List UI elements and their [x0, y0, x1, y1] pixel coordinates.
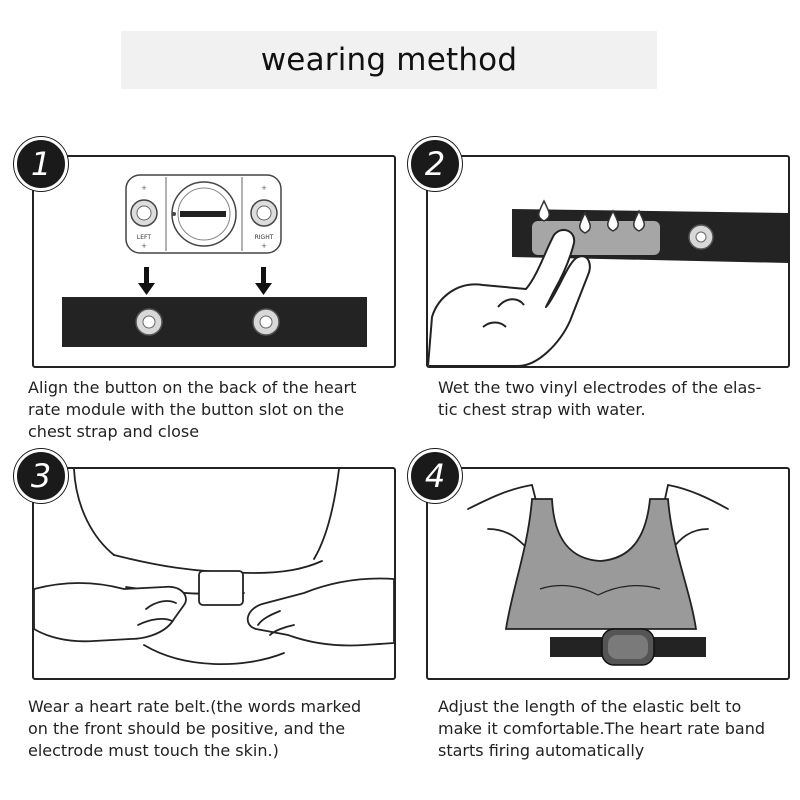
torso-hands-illustration	[34, 469, 394, 664]
step-1-illustration	[34, 157, 394, 366]
step-3-number: 3	[30, 457, 52, 495]
heart-rate-module	[126, 175, 281, 253]
step-4-badge	[408, 449, 462, 503]
page-title: wearing method	[260, 42, 518, 78]
svg-text:+: +	[261, 242, 267, 250]
step-3-illustration	[34, 469, 394, 678]
caption-line: on the front should be positive, and the	[28, 719, 346, 738]
caption-line: tic chest strap with water.	[438, 400, 646, 419]
step-2-panel	[426, 155, 790, 368]
step-3-badge	[14, 449, 68, 503]
title-banner	[121, 31, 657, 89]
module-left-label: LEFT	[136, 234, 152, 241]
step-2-caption	[438, 377, 761, 421]
svg-text:+: +	[141, 242, 147, 250]
svg-text:+: +	[261, 184, 267, 192]
svg-text:+: +	[141, 184, 147, 192]
step-4-number: 4	[424, 457, 446, 495]
step-3-panel	[32, 467, 396, 680]
down-arrow-icon	[255, 267, 272, 295]
caption-line: Wet the two vinyl electrodes of the elas-	[438, 378, 762, 397]
caption-line: starts firing automatically	[438, 741, 645, 760]
sports-bra	[506, 499, 696, 629]
step-1-caption	[28, 377, 356, 443]
caption-line: Wear a heart rate belt.(the words marked	[28, 697, 362, 716]
water-drop-icon	[539, 201, 550, 221]
step-3-caption	[28, 696, 361, 762]
caption-line: chest strap and close	[28, 422, 200, 441]
hand-illustration	[428, 230, 590, 366]
chest-strap	[550, 629, 706, 665]
caption-line: Adjust the length of the elastic belt to	[438, 697, 742, 716]
step-2-illustration	[428, 157, 788, 366]
caption-line: electrode must touch the skin.)	[28, 741, 279, 760]
step-4-illustration	[428, 469, 788, 678]
chest-strap	[62, 297, 367, 347]
step-1-panel	[32, 155, 396, 368]
step-2-number: 2	[424, 145, 446, 183]
step-1-badge	[14, 137, 68, 191]
step-1-number: 1	[30, 145, 52, 183]
down-arrow-icon	[138, 267, 155, 295]
step-4-panel	[426, 467, 790, 680]
caption-line: rate module with the button slot on the	[28, 400, 345, 419]
module-right-label: RIGHT	[254, 234, 274, 241]
step-4-caption	[438, 696, 765, 762]
caption-line: make it comfortable.The heart rate band	[438, 719, 766, 738]
step-2-badge	[408, 137, 462, 191]
caption-line: Align the button on the back of the heart	[28, 378, 357, 397]
